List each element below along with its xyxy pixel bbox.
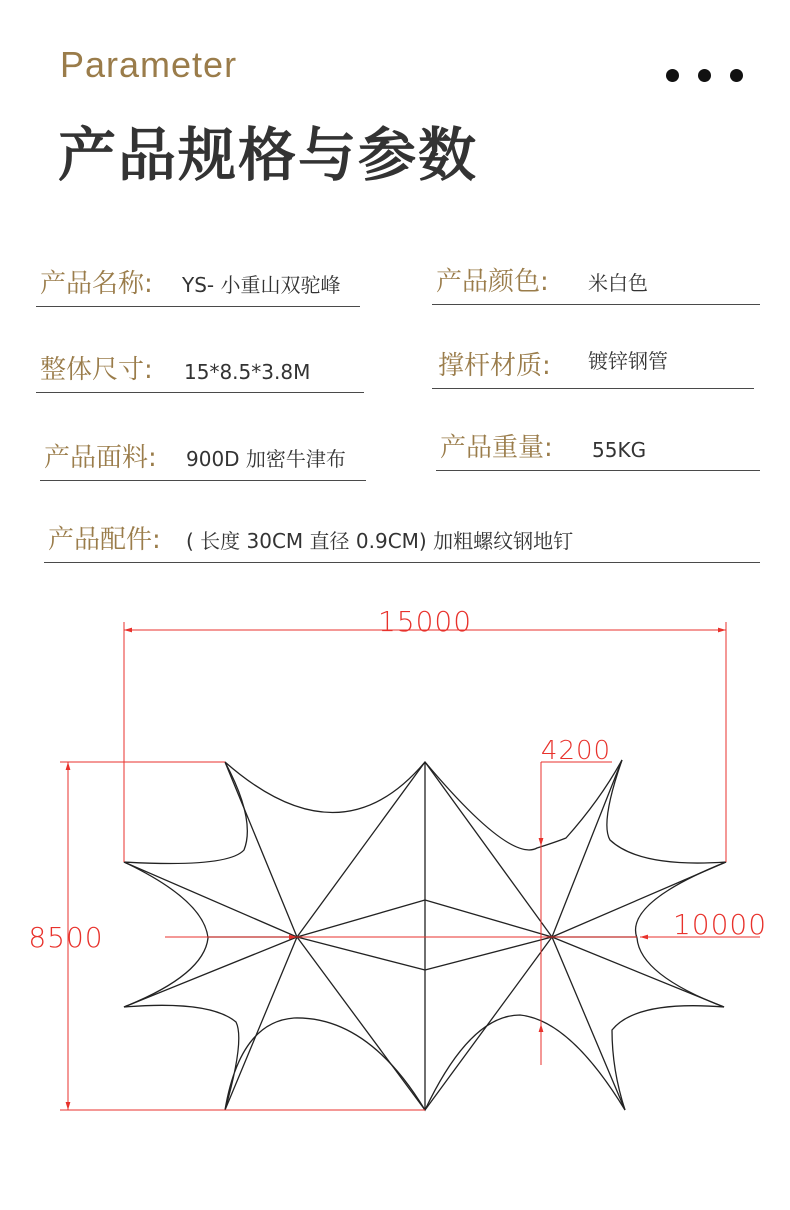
- dimension-width-label: 15000: [377, 605, 473, 638]
- spec-value: 900D 加密牛津布: [186, 447, 346, 471]
- spec-pole-material: [432, 348, 754, 389]
- spec-label: 产品颜色:: [436, 267, 549, 297]
- spec-value: 米白色: [588, 271, 648, 295]
- spec-label: 整体尺寸:: [40, 355, 153, 385]
- spec-label: 产品重量:: [440, 433, 553, 463]
- spec-fabric: [40, 440, 366, 481]
- spec-value: 15*8.5*3.8M: [184, 360, 311, 384]
- spec-label: 产品面料:: [44, 443, 157, 473]
- spec-label: 撑杆材质:: [438, 351, 551, 381]
- dot-icon: [730, 69, 743, 82]
- spec-weight: [436, 430, 760, 471]
- spec-value: 55KG: [592, 438, 647, 462]
- english-title: Parameter: [60, 44, 238, 85]
- spec-value: 镀锌钢管: [588, 349, 668, 373]
- spec-accessory: [44, 522, 760, 563]
- page-title: 产品规格与参数: [58, 121, 479, 189]
- dot-icon: [666, 69, 679, 82]
- dimension-height-label: 8500: [28, 921, 104, 954]
- dimension-offset-label: 4200: [540, 736, 612, 766]
- spec-label: 产品名称:: [40, 269, 153, 299]
- tent-dimension-diagram: [0, 580, 790, 1210]
- dimension-inner-label: 10000: [672, 908, 768, 941]
- more-icon[interactable]: [666, 69, 743, 82]
- spec-label: 产品配件:: [48, 525, 161, 555]
- spec-product-name: [36, 266, 360, 307]
- spec-value: YS- 小重山双驼峰: [182, 273, 341, 297]
- dot-icon: [698, 69, 711, 82]
- spec-product-color: [432, 264, 760, 305]
- spec-overall-size: [36, 352, 364, 393]
- dimension-lines: [60, 622, 760, 1110]
- spec-value: ( 长度 30CM 直径 0.9CM) 加粗螺纹钢地钉: [186, 529, 574, 553]
